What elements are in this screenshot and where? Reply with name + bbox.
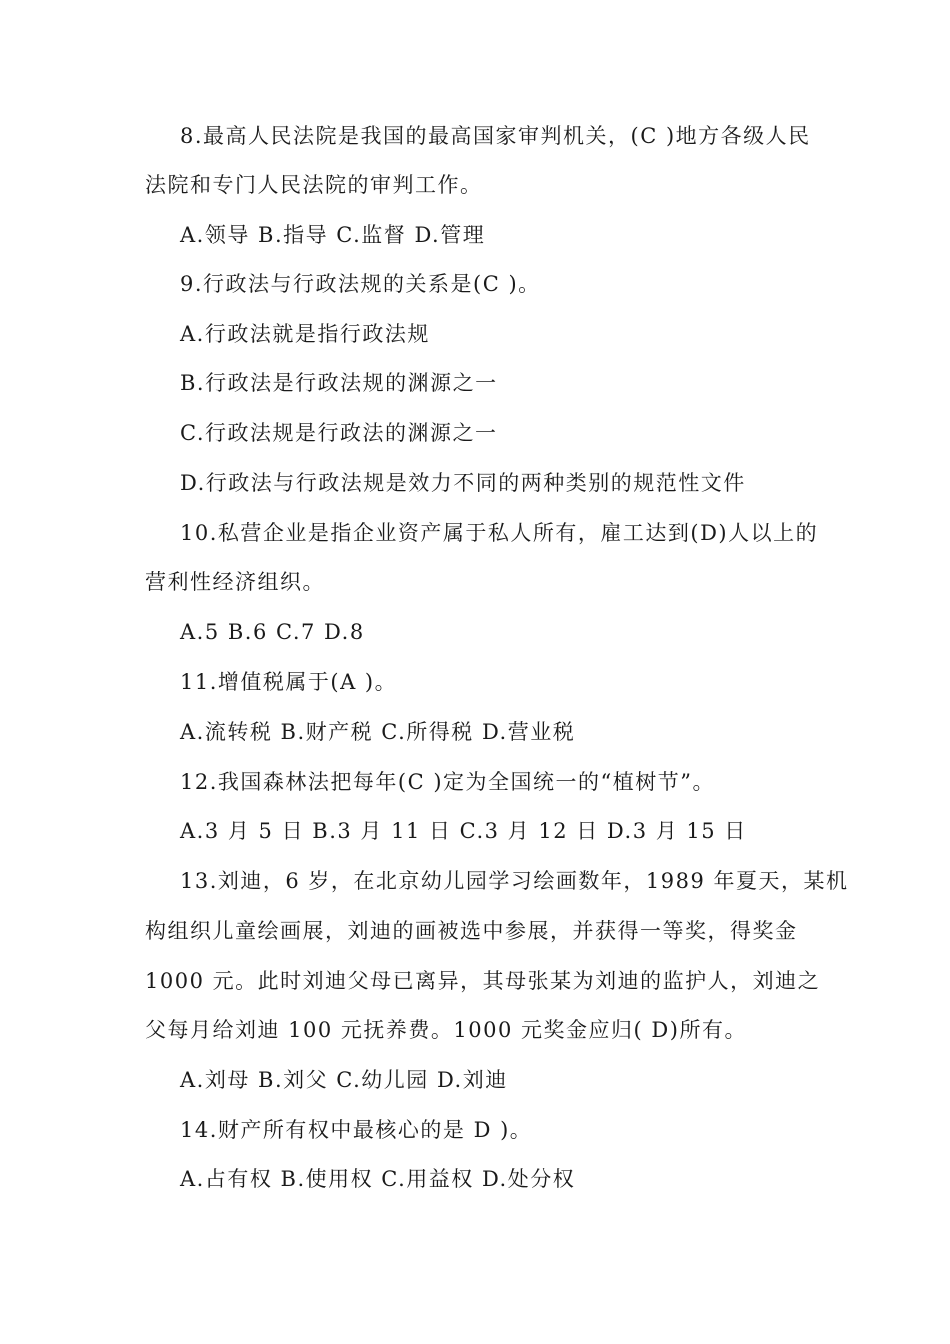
question-9-option-a: A.行政法就是指行政法规 [180,322,430,346]
question-13-stem-line-4: 父每月给刘迪 100 元抚养费。1000 元奖金应归( D)所有。 [145,1018,747,1042]
question-9-option-b: B.行政法是行政法规的渊源之一 [180,371,498,395]
question-10-stem-line-2: 营利性经济组织。 [145,570,325,594]
question-10-stem-line-1: 10.私营企业是指企业资产属于私人所有，雇工达到(D)人以上的 [180,521,819,545]
question-8-stem-line-2: 法院和专门人民法院的审判工作。 [145,173,483,197]
question-12-stem: 12.我国森林法把每年(C )定为全国统一的“植树节”。 [180,770,715,794]
question-8-stem-line-1: 8.最高人民法院是我国的最高国家审判机关，(C )地方各级人民 [180,124,811,148]
question-10-options: A.5 B.6 C.7 D.8 [180,620,365,644]
question-13-options: A.刘母 B.刘父 C.幼儿园 D.刘迪 [180,1068,508,1092]
question-14-stem: 14.财产所有权中最核心的是 D )。 [180,1118,533,1142]
question-11-stem: 11.增值税属于(A )。 [180,670,398,694]
question-13-stem-line-2: 构组织儿童绘画展，刘迪的画被选中参展，并获得一等奖，得奖金 [145,919,798,943]
question-12-options: A.3 月 5 日 B.3 月 11 日 C.3 月 12 日 D.3 月 15 日 [180,819,747,843]
question-13-stem-line-3: 1000 元。此时刘迪父母已离异，其母张某为刘迪的监护人，刘迪之 [145,969,821,993]
question-13-stem-line-1: 13.刘迪，6 岁，在北京幼儿园学习绘画数年，1989 年夏天，某机 [180,869,849,893]
question-9-option-c: C.行政法规是行政法的渊源之一 [180,421,498,445]
question-11-options: A.流转税 B.财产税 C.所得税 D.营业税 [180,720,576,744]
question-8-options: A.领导 B.指导 C.监督 D.管理 [180,223,486,247]
question-9-option-d: D.行政法与行政法规是效力不同的两种类别的规范性文件 [180,471,746,495]
question-9-stem: 9.行政法与行政法规的关系是(C )。 [180,272,541,296]
question-14-options: A.占有权 B.使用权 C.用益权 D.处分权 [180,1167,576,1191]
